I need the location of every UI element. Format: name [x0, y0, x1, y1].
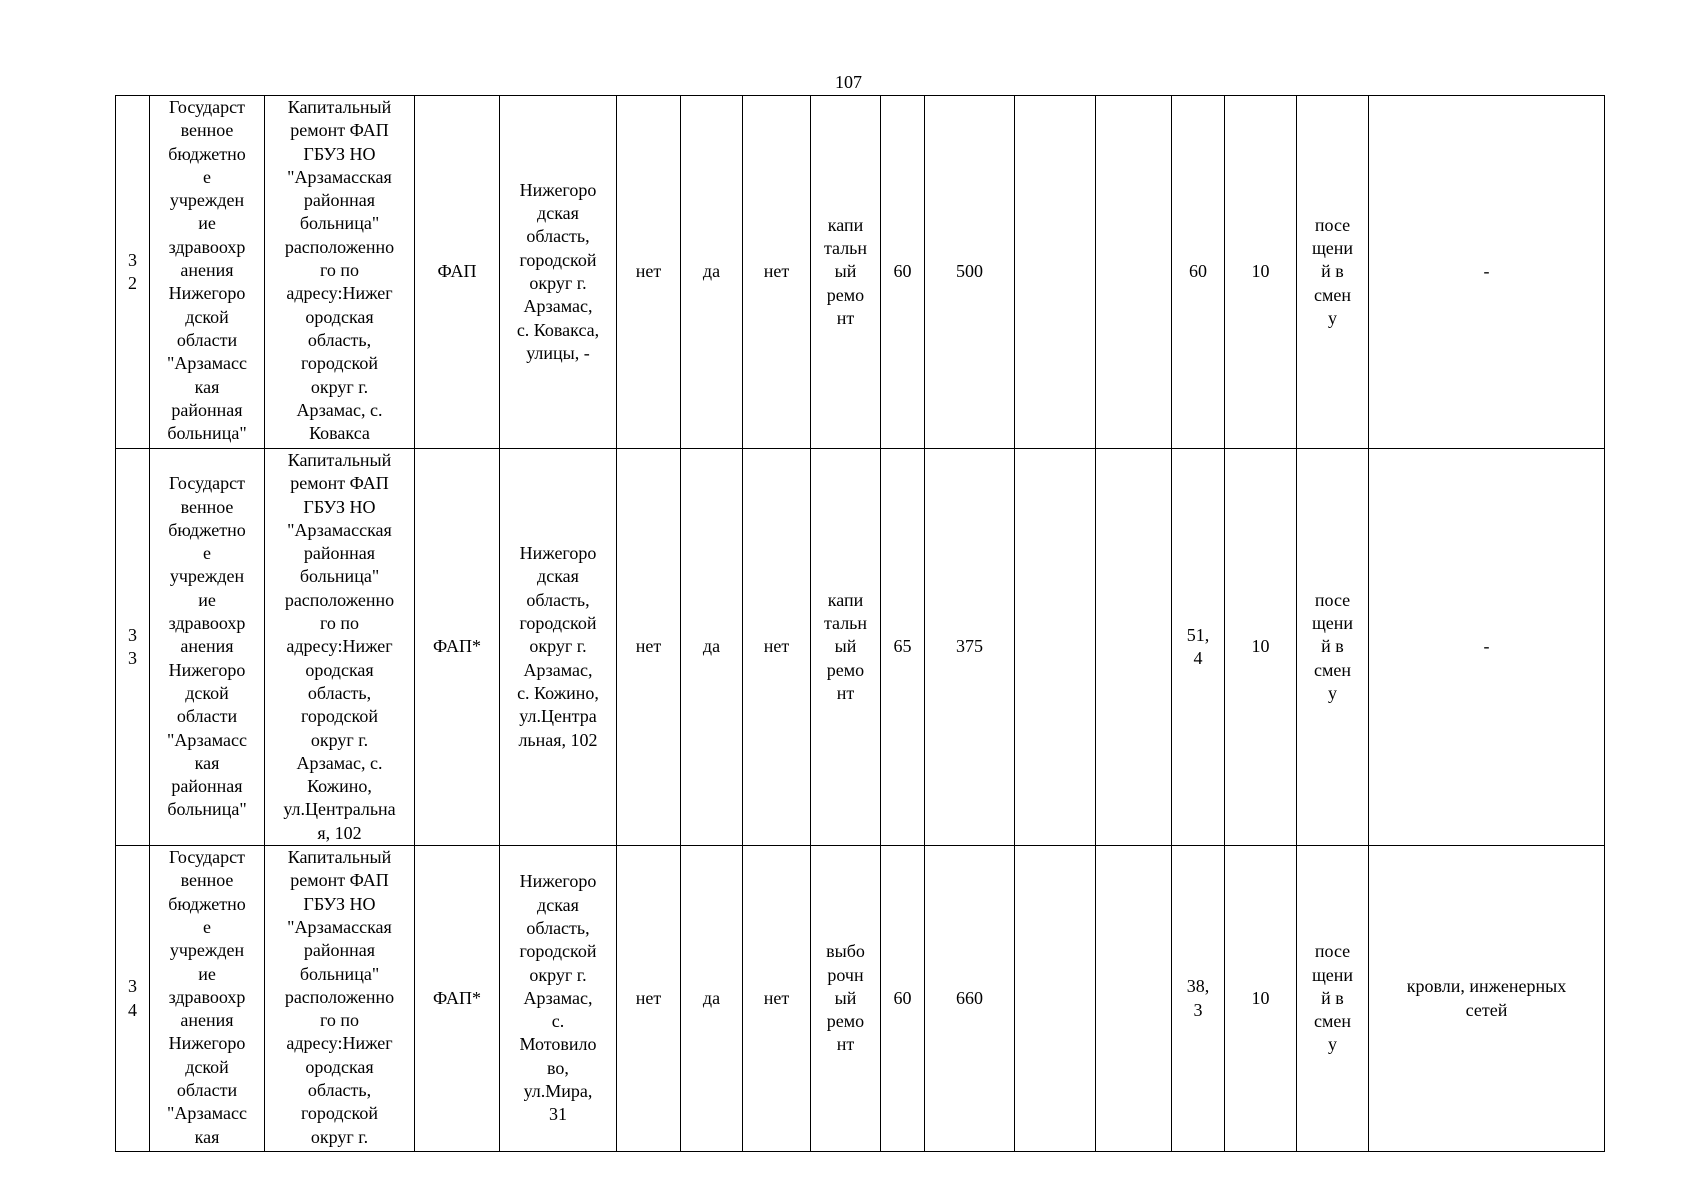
- object-type-cell: ФАП*: [415, 449, 500, 846]
- col11-cell: 375: [925, 449, 1015, 846]
- cell-line: 3: [128, 976, 137, 997]
- cell-line: нт: [836, 307, 855, 328]
- cell-line: здравоохр: [168, 986, 246, 1007]
- cell-line: учрежден: [169, 940, 245, 961]
- cell-line: бюджетно: [168, 143, 246, 164]
- cell-line: венное: [180, 870, 234, 891]
- table-row: [116, 449, 1605, 846]
- col15-cell: 10: [1225, 96, 1297, 449]
- address-cell: [500, 96, 617, 449]
- cell-line: ие: [198, 213, 216, 234]
- cell-line: 51,: [1186, 624, 1210, 645]
- cell-line: здравоохр: [168, 613, 246, 634]
- cell-line: 31: [549, 1104, 567, 1125]
- cell-line: рочн: [827, 964, 864, 985]
- cell-line: "Арзамасс: [167, 729, 247, 750]
- col13-cell: [1096, 96, 1172, 449]
- note-cell: [1369, 449, 1605, 846]
- cell-line: "Арзамасская: [287, 519, 392, 540]
- cell-line: Мотовило: [519, 1034, 597, 1055]
- cell-line: 3: [128, 648, 137, 669]
- cell-line: больница": [167, 799, 247, 820]
- cell-line: Нижегоро: [519, 179, 597, 200]
- cell-line: го по: [319, 613, 360, 634]
- cell-line: адресу:Нижег: [286, 636, 393, 657]
- cell-line: адресу:Нижег: [286, 1033, 393, 1054]
- cell-line: капи: [827, 214, 864, 235]
- cell-line: ремо: [826, 659, 865, 680]
- cell-line: кая: [194, 376, 220, 397]
- cell-line: Нижегоро: [519, 871, 597, 892]
- cell-line: го по: [319, 260, 360, 281]
- cell-line: учрежден: [169, 566, 245, 587]
- cell-line: районная: [303, 190, 376, 211]
- col6-cell: нет: [617, 96, 681, 449]
- cell-line: Государст: [169, 97, 245, 117]
- object-type-cell: ФАП: [415, 96, 500, 449]
- cell-line: ремонт ФАП: [290, 473, 389, 494]
- col14-cell: [1172, 96, 1225, 449]
- cell-line: больница": [167, 423, 247, 444]
- cell-line: ремо: [826, 1011, 865, 1032]
- cell-line: щени: [1311, 238, 1354, 259]
- cell-line: нт: [836, 1034, 855, 1055]
- cell-line: "Арзамасская: [287, 166, 392, 187]
- cell-line: Капитальный: [287, 847, 392, 868]
- cell-line: е: [203, 916, 211, 937]
- unit-cell: [1297, 449, 1369, 846]
- cell-line: 60: [1189, 261, 1207, 282]
- cell-line: Нижегоро: [519, 543, 597, 564]
- cell-line: смен: [1313, 284, 1351, 305]
- cell-line: ремо: [826, 284, 865, 305]
- cell-line: выбо: [826, 941, 865, 962]
- cell-line: смен: [1313, 659, 1351, 680]
- cell-line: ый: [834, 636, 857, 657]
- cell-line: расположенно: [284, 589, 395, 610]
- cell-line: 3: [1193, 999, 1203, 1020]
- cell-line: область,: [526, 226, 590, 247]
- cell-line: й в: [1321, 636, 1344, 657]
- col8-cell: нет: [743, 846, 811, 1152]
- col12-cell: [1015, 846, 1096, 1152]
- cell-line: ул.Центра: [519, 706, 597, 727]
- table-body: [116, 96, 1605, 1152]
- cell-line: районная: [303, 543, 376, 564]
- row-number-cell: [116, 96, 150, 449]
- col12-cell: [1015, 96, 1096, 449]
- cell-line: округ г.: [310, 729, 369, 750]
- cell-line: кая: [194, 1126, 220, 1147]
- cell-line: дская: [537, 566, 579, 587]
- cell-line: капи: [827, 589, 864, 610]
- col6-cell: нет: [617, 846, 681, 1152]
- cell-line: Арзамас, с.: [296, 752, 383, 773]
- cell-line: улицы, -: [526, 342, 590, 363]
- cell-line: округ г.: [529, 273, 587, 293]
- cell-line: больница": [299, 963, 380, 984]
- cell-line: округ г.: [529, 964, 587, 985]
- cell-line: щени: [1311, 613, 1354, 634]
- cell-line: ГБУЗ НО: [303, 143, 376, 164]
- cell-line: Арзамас, с.: [296, 399, 383, 420]
- cell-line: округ г.: [310, 1126, 369, 1147]
- cell-line: ородская: [305, 306, 374, 327]
- cell-line: Арзамас,: [523, 296, 593, 317]
- cell-line: посе: [1314, 214, 1351, 235]
- cell-line: "Арзамасская: [287, 916, 392, 937]
- col7-cell: да: [681, 449, 743, 846]
- cell-line: область,: [307, 329, 372, 350]
- cell-line: Кожино,: [307, 776, 372, 797]
- cell-line: Арзамас,: [523, 659, 593, 680]
- col8-cell: нет: [743, 96, 811, 449]
- cell-line: Государст: [169, 847, 245, 868]
- cell-line: Государст: [169, 473, 245, 494]
- cell-line: "Арзамасс: [167, 1103, 247, 1124]
- cell-line: льная, 102: [518, 729, 598, 750]
- cell-line: городской: [300, 353, 379, 374]
- table-row: [116, 846, 1605, 1152]
- cell-line: дской: [185, 682, 229, 703]
- cell-line: область,: [526, 918, 590, 938]
- cell-line: дская: [537, 203, 579, 224]
- col15-cell: 10: [1225, 846, 1297, 1152]
- col11-cell: 660: [925, 846, 1015, 1152]
- cell-line: тальн: [823, 238, 868, 259]
- cell-line: щени: [1311, 964, 1354, 985]
- col13-cell: [1096, 449, 1172, 846]
- col8-cell: нет: [743, 449, 811, 846]
- cell-line: расположенно: [284, 236, 395, 257]
- cell-line: ие: [198, 589, 216, 610]
- col14-cell: [1172, 846, 1225, 1152]
- cell-line: посе: [1314, 589, 1351, 610]
- cell-line: смен: [1313, 1011, 1351, 1032]
- row-number-cell: [116, 846, 150, 1152]
- col7-cell: да: [681, 96, 743, 449]
- cell-line: Капитальный: [287, 450, 392, 470]
- col6-cell: нет: [617, 449, 681, 846]
- work-type-cell: [811, 846, 881, 1152]
- cell-line: Нижегоро: [168, 659, 246, 680]
- col14-cell: [1172, 449, 1225, 846]
- cell-line: городской: [519, 613, 597, 634]
- cell-line: область,: [307, 682, 372, 703]
- cell-line: 2: [128, 273, 137, 293]
- cell-line: ремонт ФАП: [290, 870, 389, 891]
- col10-cell: 60: [881, 846, 925, 1152]
- cell-line: ГБУЗ НО: [303, 496, 376, 517]
- cell-line: е: [203, 543, 211, 564]
- table-row: [116, 96, 1605, 449]
- cell-line: е: [203, 166, 211, 187]
- cell-line: с. Кожино,: [517, 682, 599, 703]
- cell-line: области: [176, 706, 238, 727]
- unit-cell: [1297, 846, 1369, 1152]
- cell-line: сетей: [1465, 999, 1508, 1020]
- cell-line: ул.Центральна: [283, 799, 396, 820]
- address-cell: [500, 449, 617, 846]
- cell-line: области: [176, 1080, 238, 1101]
- cell-line: венное: [180, 496, 234, 517]
- cell-line: ый: [834, 261, 857, 282]
- cell-line: область,: [307, 1080, 372, 1101]
- cell-line: "Арзамасс: [167, 353, 247, 374]
- col13-cell: [1096, 846, 1172, 1152]
- work-type-cell: [811, 96, 881, 449]
- cell-line: дской: [185, 306, 229, 327]
- cell-line: го по: [319, 1010, 360, 1031]
- cell-line: больница": [299, 213, 380, 234]
- cell-line: районная: [171, 399, 243, 420]
- cell-line: дская: [537, 894, 579, 915]
- cell-line: 4: [1193, 648, 1203, 669]
- cell-line: городской: [519, 249, 597, 270]
- work-type-cell: [811, 449, 881, 846]
- cell-line: бюджетно: [168, 519, 246, 540]
- project-cell: [265, 846, 415, 1152]
- cell-line: округ г.: [529, 636, 587, 657]
- cell-line: Капитальный: [287, 97, 392, 117]
- objects-table: [115, 95, 1605, 1152]
- institution-cell: [150, 846, 265, 1152]
- cell-line: ородская: [305, 1056, 374, 1077]
- cell-line: -: [1483, 636, 1490, 657]
- cell-line: расположенно: [284, 986, 395, 1007]
- cell-line: больница": [299, 566, 380, 587]
- cell-line: с.: [551, 1011, 565, 1032]
- unit-cell: [1297, 96, 1369, 449]
- cell-line: у: [1328, 307, 1337, 328]
- cell-line: у: [1328, 1034, 1337, 1055]
- cell-line: адресу:Нижег: [286, 283, 393, 304]
- cell-line: области: [176, 329, 238, 350]
- cell-line: Нижегоро: [168, 283, 246, 304]
- col15-cell: 10: [1225, 449, 1297, 846]
- cell-line: учрежден: [169, 190, 245, 211]
- cell-line: ородская: [305, 659, 374, 680]
- cell-line: область,: [526, 589, 590, 610]
- cell-line: кая: [194, 752, 220, 773]
- cell-line: 3: [128, 249, 137, 270]
- cell-line: районная: [171, 776, 243, 797]
- cell-line: венное: [180, 120, 234, 141]
- cell-line: посе: [1314, 941, 1351, 962]
- row-number-cell: [116, 449, 150, 846]
- col10-cell: 60: [881, 96, 925, 449]
- cell-line: я, 102: [317, 822, 362, 843]
- cell-line: 4: [128, 999, 137, 1020]
- project-cell: [265, 449, 415, 846]
- object-type-cell: ФАП*: [415, 846, 500, 1152]
- cell-line: 3: [128, 624, 137, 645]
- cell-line: городской: [519, 941, 597, 962]
- cell-line: й в: [1321, 987, 1344, 1008]
- cell-line: ый: [834, 987, 857, 1008]
- col10-cell: 65: [881, 449, 925, 846]
- address-cell: [500, 846, 617, 1152]
- col12-cell: [1015, 449, 1096, 846]
- cell-line: тальн: [823, 613, 868, 634]
- cell-line: Нижегоро: [168, 1033, 246, 1054]
- cell-line: ие: [198, 963, 216, 984]
- cell-line: Арзамас,: [523, 987, 593, 1008]
- cell-line: Ковакса: [309, 423, 370, 444]
- cell-line: у: [1328, 682, 1337, 703]
- col7-cell: да: [681, 846, 743, 1152]
- cell-line: городской: [300, 706, 379, 727]
- cell-line: 38,: [1186, 976, 1210, 997]
- cell-line: ГБУЗ НО: [303, 893, 376, 914]
- cell-line: округ г.: [310, 376, 369, 397]
- cell-line: городской: [300, 1103, 379, 1124]
- cell-line: анения: [180, 260, 234, 281]
- cell-line: кровли, инженерных: [1406, 976, 1567, 997]
- note-cell: [1369, 96, 1605, 449]
- cell-line: районная: [303, 940, 376, 961]
- cell-line: й в: [1321, 261, 1344, 282]
- cell-line: дской: [185, 1056, 229, 1077]
- cell-line: здравоохр: [168, 236, 246, 257]
- institution-cell: [150, 449, 265, 846]
- cell-line: ремонт ФАП: [290, 120, 389, 141]
- institution-cell: [150, 96, 265, 449]
- cell-line: нт: [836, 682, 855, 703]
- cell-line: с. Ковакса,: [516, 319, 600, 340]
- cell-line: анения: [180, 1010, 234, 1031]
- col11-cell: 500: [925, 96, 1015, 449]
- page-number: 107: [835, 72, 862, 92]
- cell-line: ул.Мира,: [523, 1081, 593, 1102]
- cell-line: анения: [180, 636, 234, 657]
- cell-line: -: [1483, 261, 1490, 282]
- project-cell: [265, 96, 415, 449]
- cell-line: во,: [547, 1057, 569, 1078]
- note-cell: [1369, 846, 1605, 1152]
- cell-line: бюджетно: [168, 893, 246, 914]
